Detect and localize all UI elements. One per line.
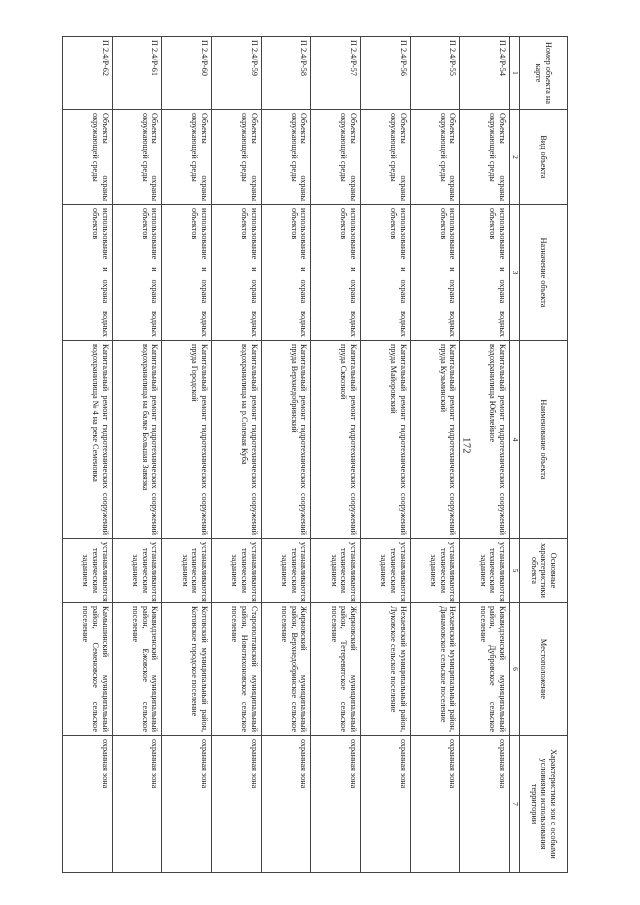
column-number: 4 <box>510 341 520 539</box>
zone-characteristics: охранная зона <box>311 736 361 873</box>
object-number: П 2.4/Р-56 <box>361 37 411 110</box>
object-name: Капитальный ремонт гидротехнических сооружений пруда Кузьминский <box>410 341 460 539</box>
object-name: Капитальный ремонт гидротехнических сооружений пруда Майоровский <box>361 341 411 539</box>
object-characteristics: устанавливаются техническим заданием <box>361 539 411 603</box>
header-row <box>520 37 568 873</box>
header-cell: Местоположение <box>520 603 568 736</box>
table-row <box>212 37 262 873</box>
column-number: 2 <box>510 110 520 205</box>
object-location: Нехаевский муниципальный район, Динамовское сельское поселение <box>410 603 460 736</box>
object-number: П 2.4/Р-57 <box>311 37 361 110</box>
rotated-table-wrapper <box>62 36 568 872</box>
object-purpose: использование и охрана водных объектов <box>261 205 311 341</box>
object-purpose: использование и охрана водных объектов <box>63 205 113 341</box>
zone-characteristics: охранная зона <box>112 736 162 873</box>
zone-characteristics: охранная зона <box>63 736 113 873</box>
table-row <box>361 37 411 873</box>
zone-characteristics: охранная зона <box>212 736 262 873</box>
header-cell: Наименование объекта <box>520 341 568 539</box>
object-type: Объекты охраны окружающей среды <box>112 110 162 205</box>
object-name: Капитальный ремонт гидротехнических сооружений пруда Верхнедобринский <box>261 341 311 539</box>
object-type: Объекты охраны окружающей среды <box>460 110 510 205</box>
header-cell: Основные характеристики объекта <box>520 539 568 603</box>
object-number: П 2.4/Р-60 <box>162 37 212 110</box>
object-name: Капитальный ремонт гидротехнических сооружений пруда Сквозной <box>311 341 361 539</box>
zone-characteristics: охранная зона <box>460 736 510 873</box>
object-characteristics: устанавливаются техническим заданием <box>162 539 212 603</box>
object-type: Объекты охраны окружающей среды <box>311 110 361 205</box>
object-type: Объекты охраны окружающей среды <box>212 110 262 205</box>
object-number: П 2.4/Р-61 <box>112 37 162 110</box>
column-number: 5 <box>510 539 520 603</box>
object-location: Жирновский муниципальный район, Тетеревятское сельское поселение <box>311 603 361 736</box>
page-number: 172 <box>460 437 472 454</box>
column-number: 1 <box>510 37 520 110</box>
object-name: Капитальный ремонт гидротехнических сооружений водохранилища на балке Большая Завязка <box>112 341 162 539</box>
zone-characteristics: охранная зона <box>162 736 212 873</box>
header-cell: Номер объекта на карте <box>520 37 568 110</box>
object-number: П 2.4/Р-59 <box>212 37 262 110</box>
header-cell: Назначение объекта <box>520 205 568 341</box>
object-location: Старополтавский муниципальный район, Новотихоновское сельское поселение <box>212 603 262 736</box>
table-row <box>410 37 460 873</box>
table-row <box>460 37 510 873</box>
object-location: Камышинский муниципальный район, Семеновское сельское поселение <box>63 603 113 736</box>
column-number: 6 <box>510 603 520 736</box>
object-name: Капитальный ремонт гидротехнических сооружений пруда Городской <box>162 341 212 539</box>
column-number: 3 <box>510 205 520 341</box>
zone-characteristics: охранная зона <box>410 736 460 873</box>
table-body <box>63 37 510 873</box>
table-row <box>162 37 212 873</box>
object-location: Жирновский муниципальный район, Верхнедобринское сельское поселение <box>261 603 311 736</box>
object-location: Котовский муниципальный район, Котовское городское поселение <box>162 603 212 736</box>
object-characteristics: устанавливаются техническим заданием <box>311 539 361 603</box>
table-row <box>261 37 311 873</box>
object-name: Капитальный ремонт гидротехнических сооружений водохранилища Юбилейное <box>460 341 510 539</box>
object-number: П 2.4/Р-54 <box>460 37 510 110</box>
object-characteristics: устанавливаются техническим заданием <box>410 539 460 603</box>
object-purpose: использование и охрана водных объектов <box>162 205 212 341</box>
object-purpose: использование и охрана водных объектов <box>410 205 460 341</box>
column-number: 7 <box>510 736 520 873</box>
objects-table <box>62 36 568 873</box>
object-purpose: использование и охрана водных объектов <box>212 205 262 341</box>
zone-characteristics: охранная зона <box>261 736 311 873</box>
header-cell: Вид объекта <box>520 110 568 205</box>
object-type: Объекты охраны окружающей среды <box>410 110 460 205</box>
object-purpose: использование и охрана водных объектов <box>311 205 361 341</box>
object-number: П 2.4/Р-58 <box>261 37 311 110</box>
object-name: Капитальный ремонт гидротехнических сооружений водохранилища на р.Соленая Куба <box>212 341 262 539</box>
zone-characteristics: охранная зона <box>361 736 411 873</box>
object-characteristics: устанавливаются техническим заданием <box>212 539 262 603</box>
object-number: П 2.4/Р-55 <box>410 37 460 110</box>
object-number: П 2.4/Р-62 <box>63 37 113 110</box>
object-purpose: использование и охрана водных объектов <box>361 205 411 341</box>
object-type: Объекты охраны окружающей среды <box>261 110 311 205</box>
column-number-row <box>510 37 520 873</box>
object-type: Объекты охраны окружающей среды <box>162 110 212 205</box>
header-cell: Характеристики зон с особыми условиями использования территории <box>520 736 568 873</box>
object-purpose: использование и охрана водных объектов <box>112 205 162 341</box>
object-location: Нехаевский муниципальный район, Луковское сельское поселение <box>361 603 411 736</box>
object-characteristics: устанавливаются техническим заданием <box>63 539 113 603</box>
object-characteristics: устанавливаются техническим заданием <box>460 539 510 603</box>
object-type: Объекты охраны окружающей среды <box>361 110 411 205</box>
table-row <box>311 37 361 873</box>
object-location: Киквидзенский муниципальный район, Дубровское сельское поселение <box>460 603 510 736</box>
object-type: Объекты охраны окружающей среды <box>63 110 113 205</box>
object-characteristics: устанавливаются техническим заданием <box>261 539 311 603</box>
object-location: Киквидзенский муниципальный район, Ежовское сельское поселение <box>112 603 162 736</box>
table-row <box>112 37 162 873</box>
table-row <box>63 37 113 873</box>
object-name: Капитальный ремонт гидротехнических сооружений водохранилища № 4 на реке Семеновка <box>63 341 113 539</box>
object-characteristics: устанавливаются техническим заданием <box>112 539 162 603</box>
object-purpose: использование и охрана водных объектов <box>460 205 510 341</box>
